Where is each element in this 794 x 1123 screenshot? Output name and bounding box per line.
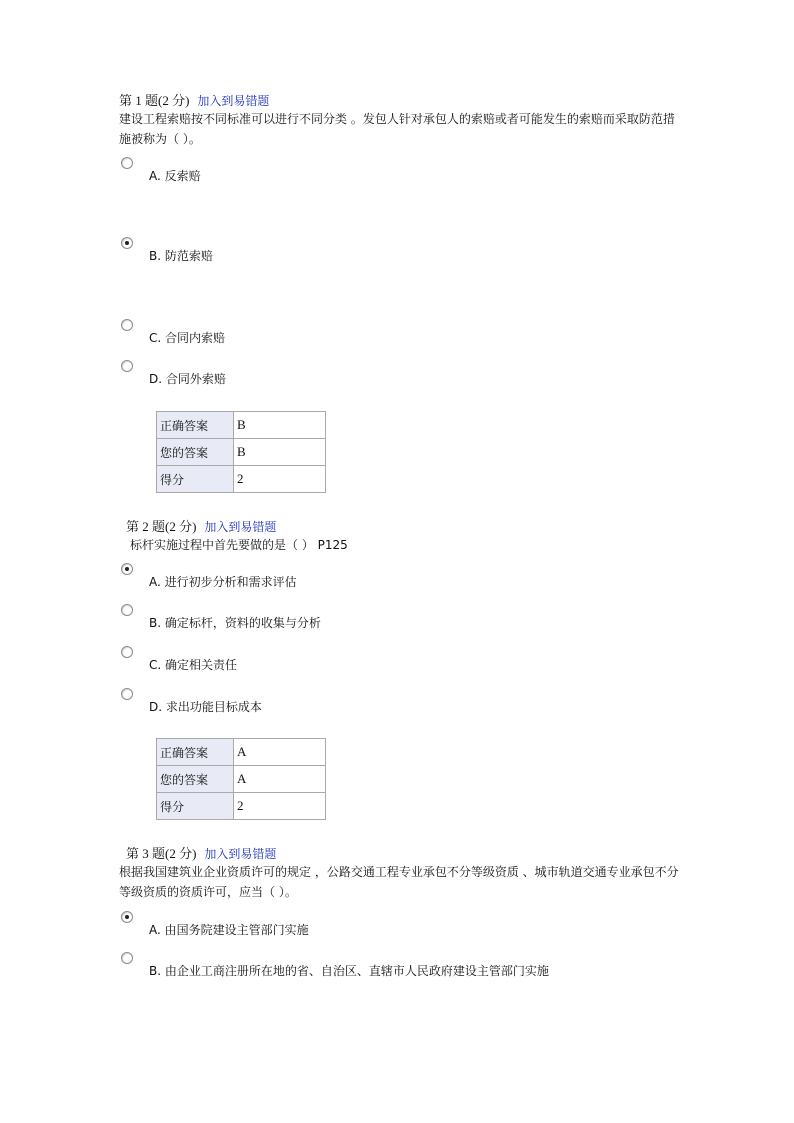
question-3-header <box>126 843 276 862</box>
option-label: B. 防范索赔 <box>149 249 213 263</box>
radio-button[interactable] <box>121 646 133 658</box>
radio-button-checked[interactable] <box>121 563 133 575</box>
your-answer-value: A <box>234 766 326 793</box>
correct-answer-value: A <box>234 739 326 766</box>
score-value: 2 <box>234 466 326 493</box>
correct-answer-label: 正确答案 <box>157 412 234 439</box>
question-text: 根据我国建筑业企业资质许可的规定 ，公路交通工程专业承包不分等级资质 、城市轨道交通专业承包不分等级资质的资质许可，应当（ ）。 <box>119 865 679 899</box>
question-title: 第 2 题(2 分) <box>126 519 197 534</box>
answer-table <box>156 411 326 493</box>
your-answer-value: B <box>234 439 326 466</box>
score-label: 得分 <box>157 466 234 493</box>
option-label: B. 由企业工商注册所在地的省、自治区、直辖市人民政府建设主管部门实施 <box>149 964 549 978</box>
radio-button[interactable] <box>121 952 133 964</box>
radio-button[interactable] <box>121 360 133 372</box>
correct-answer-label: 正确答案 <box>157 739 234 766</box>
option-label: D. 合同外索赔 <box>149 372 226 386</box>
option-label: C. 合同内索赔 <box>149 331 226 345</box>
radio-button[interactable] <box>121 604 133 616</box>
radio-button-checked[interactable] <box>121 237 133 249</box>
option-label: A. 由国务院建设主管部门实施 <box>149 923 309 937</box>
add-to-wrong-list-link[interactable]: 加入到易错题 <box>204 520 277 534</box>
radio-button-checked[interactable] <box>121 911 133 923</box>
score-value: 2 <box>234 793 326 820</box>
option-label: D. 求出功能目标成本 <box>149 700 262 714</box>
question-title: 第 1 题(2 分) <box>119 93 190 108</box>
option-label: B. 确定标杆，资料的收集与分析 <box>149 616 321 630</box>
question-2-header <box>126 516 276 535</box>
question-text: 标杆实施过程中首先要做的是（ ） P125 <box>130 538 348 552</box>
score-label: 得分 <box>157 793 234 820</box>
question-title: 第 3 题(2 分) <box>126 846 197 861</box>
answer-table <box>156 738 326 820</box>
option-label: C. 确定相关责任 <box>149 658 238 672</box>
add-to-wrong-list-link[interactable]: 加入到易错题 <box>204 847 277 861</box>
radio-button[interactable] <box>121 319 133 331</box>
correct-answer-value: B <box>234 412 326 439</box>
question-text: 建设工程索赔按不同标准可以进行不同分类 。发包人针对承包人的索赔或者可能发生的索赔而采取防范措施被称为（ ）。 <box>119 112 675 146</box>
option-label: A. 反索赔 <box>149 169 201 183</box>
radio-button[interactable] <box>121 688 133 700</box>
your-answer-label: 您的答案 <box>157 766 234 793</box>
radio-button[interactable] <box>121 157 133 169</box>
option-label: A. 进行初步分析和需求评估 <box>149 575 297 589</box>
add-to-wrong-list-link[interactable]: 加入到易错题 <box>197 94 270 108</box>
question-1-header <box>119 90 269 109</box>
your-answer-label: 您的答案 <box>157 439 234 466</box>
